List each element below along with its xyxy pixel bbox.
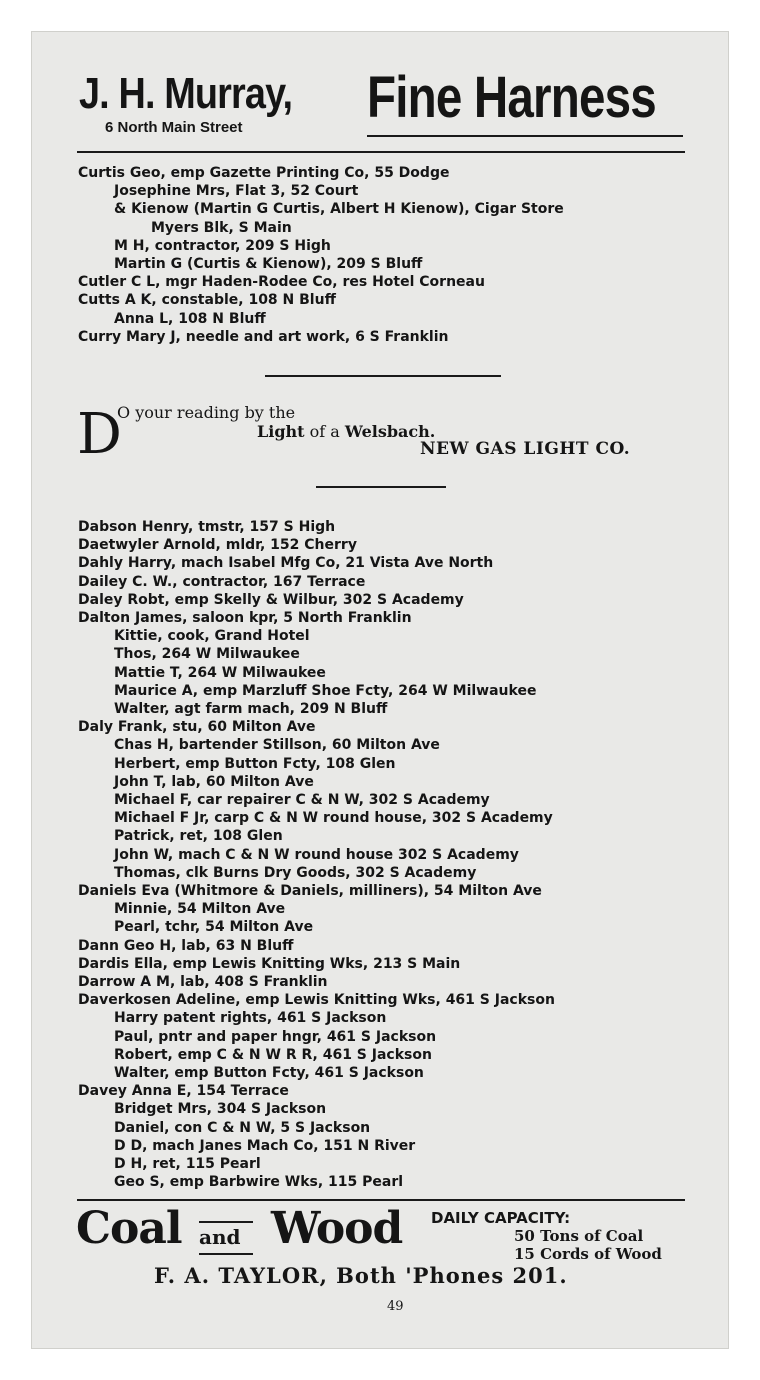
gas-ad-welsbach: Welsbach. [344, 422, 436, 441]
listing-entry: Curry Mary J, needle and art work, 6 S Franklin [78, 328, 449, 345]
listing-entry: Minnie, 54 Milton Ave [114, 901, 286, 918]
section-divider [265, 375, 501, 377]
listing-entry: Myers Blk, S Main [151, 219, 292, 236]
listing-entry: Cutts A K, constable, 108 N Bluff [78, 292, 336, 309]
listing-entry: Dalton James, saloon kpr, 5 North Franklin [78, 610, 412, 626]
listing-entry: Daniels Eva (Whitmore & Daniels, milliners), 54 Milton Ave [78, 883, 542, 899]
listing-entry: Darrow A M, lab, 408 S Franklin [78, 974, 328, 990]
listing-entry: John W, mach C & N W round house 302 S Academy [114, 846, 519, 863]
listing-entry: Dahly Harry, mach Isabel Mfg Co, 21 Vista Ave North [78, 555, 494, 572]
header-ad-name: J. H. Murray, [79, 69, 293, 118]
listing-entry: Chas H, bartender Stillson, 60 Milton Ave [114, 737, 440, 754]
footer-ad-and-rule [199, 1253, 253, 1255]
listing-entry: John T, lab, 60 Milton Ave [114, 773, 314, 790]
listing-entry: Dabson Henry, tmstr, 157 S High [78, 519, 336, 535]
listing-entry: Patrick, ret, 108 Glen [114, 828, 283, 845]
gas-ad-of-a: of a [304, 422, 345, 441]
footer-ad-wood: Wood [271, 1203, 403, 1254]
gas-ad-drop-cap: D [77, 402, 122, 467]
footer-ad-capacity-coal: 50 Tons of Coal [514, 1227, 644, 1245]
listing-entry: Maurice A, emp Marzluff Shoe Fcty, 264 W Milwaukee [114, 682, 537, 699]
section-divider [316, 486, 446, 488]
listing-entry: Daly Frank, stu, 60 Milton Ave [78, 719, 316, 736]
footer-divider [77, 1199, 685, 1201]
listing-entry: Daley Robt, emp Skelly & Wilbur, 302 S Academy [78, 591, 464, 608]
footer-ad-capacity-title: DAILY CAPACITY: [431, 1209, 571, 1227]
listing-entry: Martin G (Curtis & Kienow), 209 S Bluff [114, 256, 423, 272]
listing-entry: Anna L, 108 N Bluff [114, 310, 266, 327]
listing-entry: Michael F Jr, carp C & N W round house, 302 S Academy [114, 810, 553, 827]
listing-entry: Daetwyler Arnold, mldr, 152 Cherry [78, 537, 357, 554]
footer-ad-and-rule [199, 1221, 253, 1223]
header-ad-underline [367, 135, 683, 137]
gas-ad-light: Light [257, 422, 305, 441]
header-ad-address: 6 North Main Street [105, 119, 243, 136]
listing-entry: D H, ret, 115 Pearl [114, 1156, 261, 1172]
listing-entry: Dailey C. W., contractor, 167 Terrace [78, 573, 366, 590]
listing-entry: Dann Geo H, lab, 63 N Bluff [78, 937, 294, 954]
header-ad-slogan: Fine Harness [367, 65, 656, 130]
listing-entry: Curtis Geo, emp Gazette Printing Co, 55 Dodge [78, 165, 450, 181]
listing-entry: Daverkosen Adeline, emp Lewis Knitting Wks, 461 S Jackson [78, 992, 555, 1009]
footer-ad-capacity-wood: 15 Cords of Wood [514, 1245, 662, 1263]
listing-entry: Harry patent rights, 461 S Jackson [114, 1010, 387, 1027]
listing-entry: Herbert, emp Button Fcty, 108 Glen [114, 755, 396, 772]
listing-entry: Pearl, tchr, 54 Milton Ave [114, 919, 314, 936]
directory-page [31, 31, 729, 1349]
listing-entry: Geo S, emp Barbwire Wks, 115 Pearl [114, 1174, 404, 1191]
listing-entry: Walter, agt farm mach, 209 N Bluff [114, 701, 388, 717]
gas-ad-line2 [257, 422, 435, 441]
footer-ad-coal: Coal [76, 1203, 182, 1254]
listing-entry: & Kienow (Martin G Curtis, Albert H Kienow), Cigar Store [114, 201, 564, 218]
listing-entry: Daniel, con C & N W, 5 S Jackson [114, 1119, 371, 1136]
listing-entry: D D, mach Janes Mach Co, 151 N River [114, 1137, 416, 1154]
header-divider [77, 151, 685, 153]
listing-entry: Josephine Mrs, Flat 3, 52 Court [114, 183, 359, 200]
listing-entry: Walter, emp Button Fcty, 461 S Jackson [114, 1065, 424, 1081]
listing-entry: M H, contractor, 209 S High [114, 237, 331, 254]
page-number: 49 [387, 1299, 404, 1314]
listing-entry: Robert, emp C & N W R R, 461 S Jackson [114, 1046, 432, 1063]
listing-entry: Thos, 264 W Milwaukee [114, 646, 300, 663]
listing-entry: Kittie, cook, Grand Hotel [114, 628, 310, 645]
listing-entry: Thomas, clk Burns Dry Goods, 302 S Academy [114, 864, 477, 881]
footer-ad-and: and [199, 1225, 241, 1249]
listing-entry: Cutler C L, mgr Haden-Rodee Co, res Hotel Corneau [78, 274, 485, 291]
listing-entry: Michael F, car repairer C & N W, 302 S Academy [114, 792, 490, 808]
listing-entry: Mattie T, 264 W Milwaukee [114, 664, 326, 681]
gas-ad-line1: O your reading by the [117, 403, 296, 422]
footer-ad-dealer: F. A. TAYLOR, Both 'Phones 201. [154, 1263, 568, 1288]
gas-ad-company: NEW GAS LIGHT CO. [420, 439, 631, 459]
listing-entry: Davey Anna E, 154 Terrace [78, 1083, 289, 1100]
listing-entry: Dardis Ella, emp Lewis Knitting Wks, 213 S Main [78, 955, 461, 972]
listing-entry: Bridget Mrs, 304 S Jackson [114, 1101, 327, 1118]
listing-entry: Paul, pntr and paper hngr, 461 S Jackson [114, 1028, 437, 1045]
